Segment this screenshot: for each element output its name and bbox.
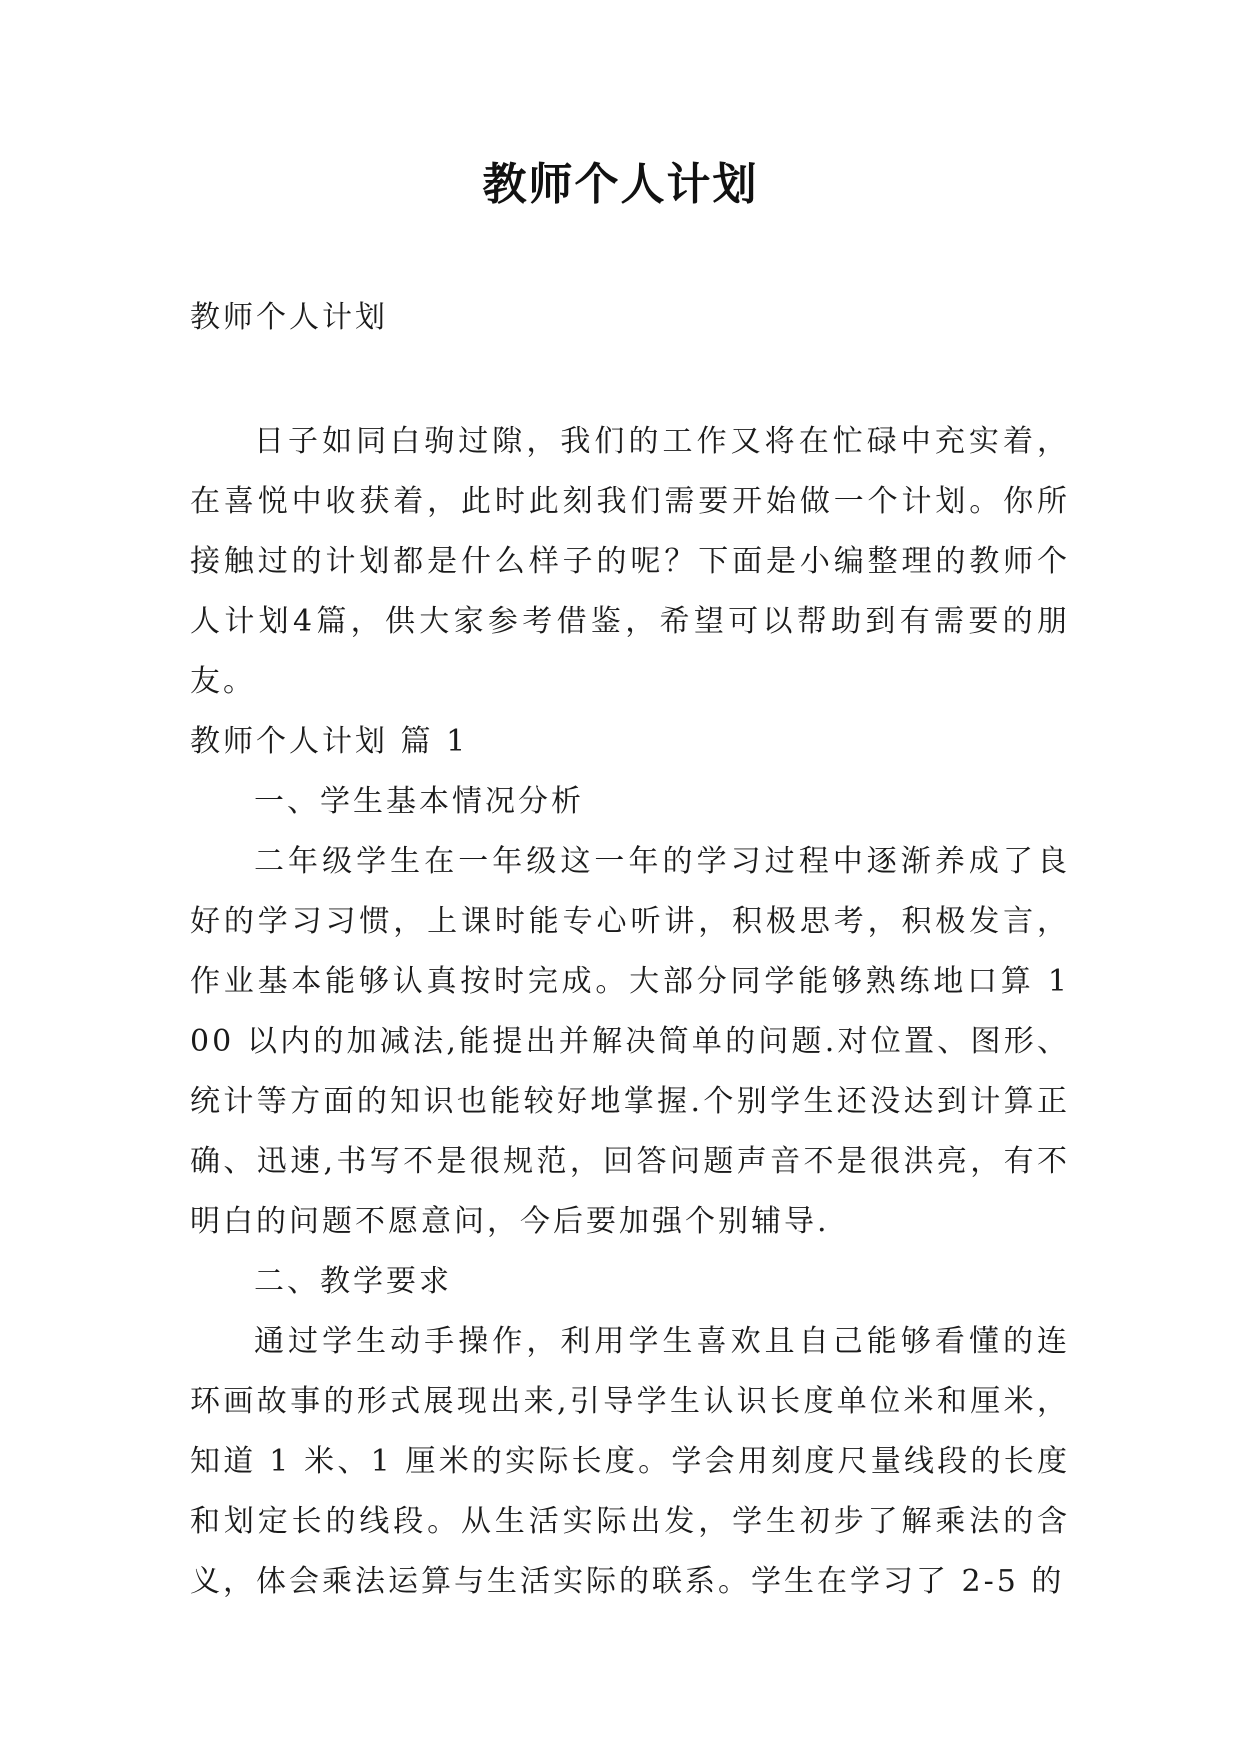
- paragraph-student-analysis: 二年级学生在一年级这一年的学习过程中逐渐养成了良好的学习习惯，上课时能专心听讲，积极思考，积极发言，作业基本能够认真按时完成。大部分同学能够熟练地口算 100 以内的加减法,能提出并解决简单的问题.对位置、图形、统计等方面的知识也能较好地掌握.个别学生还没达到计算正确、迅速,书写不是很规范，回答问题声音不是很洪亮，有不明白的问题不愿意问，今后要加强个别辅导.: [190, 844, 1070, 1239]
- document-body: [190, 288, 1070, 1612]
- document-subtitle: 教师个人计划: [190, 300, 388, 335]
- paragraph-teaching-requirements: 通过学生动手操作，利用学生喜欢且自己能够看懂的连环画故事的形式展现出来,引导学生认识长度单位米和厘米，知道 1 米、1 厘米的实际长度。学会用刻度尺量线段的长度和划定长的线段。从生活实际出发，学生初步了解乘法的含义，体会乘法运算与生活实际的联系。学生在学习了 2-5 的: [190, 1324, 1070, 1599]
- heading-student-analysis: 一、学生基本情况分析: [254, 784, 584, 819]
- document-title: 教师个人计划: [482, 159, 759, 210]
- intro-paragraph: 日子如同白驹过隙，我们的工作又将在忙碌中充实着，在喜悦中收获着，此时此刻我们需要开始做一个计划。你所接触过的计划都是什么样子的呢？下面是小编整理的教师个人计划4篇，供大家参考借鉴，希望可以帮助到有需要的朋友。: [190, 424, 1070, 699]
- heading-teaching-requirements: 二、教学要求: [254, 1264, 452, 1299]
- section-heading: 教师个人计划 篇 1: [190, 724, 469, 759]
